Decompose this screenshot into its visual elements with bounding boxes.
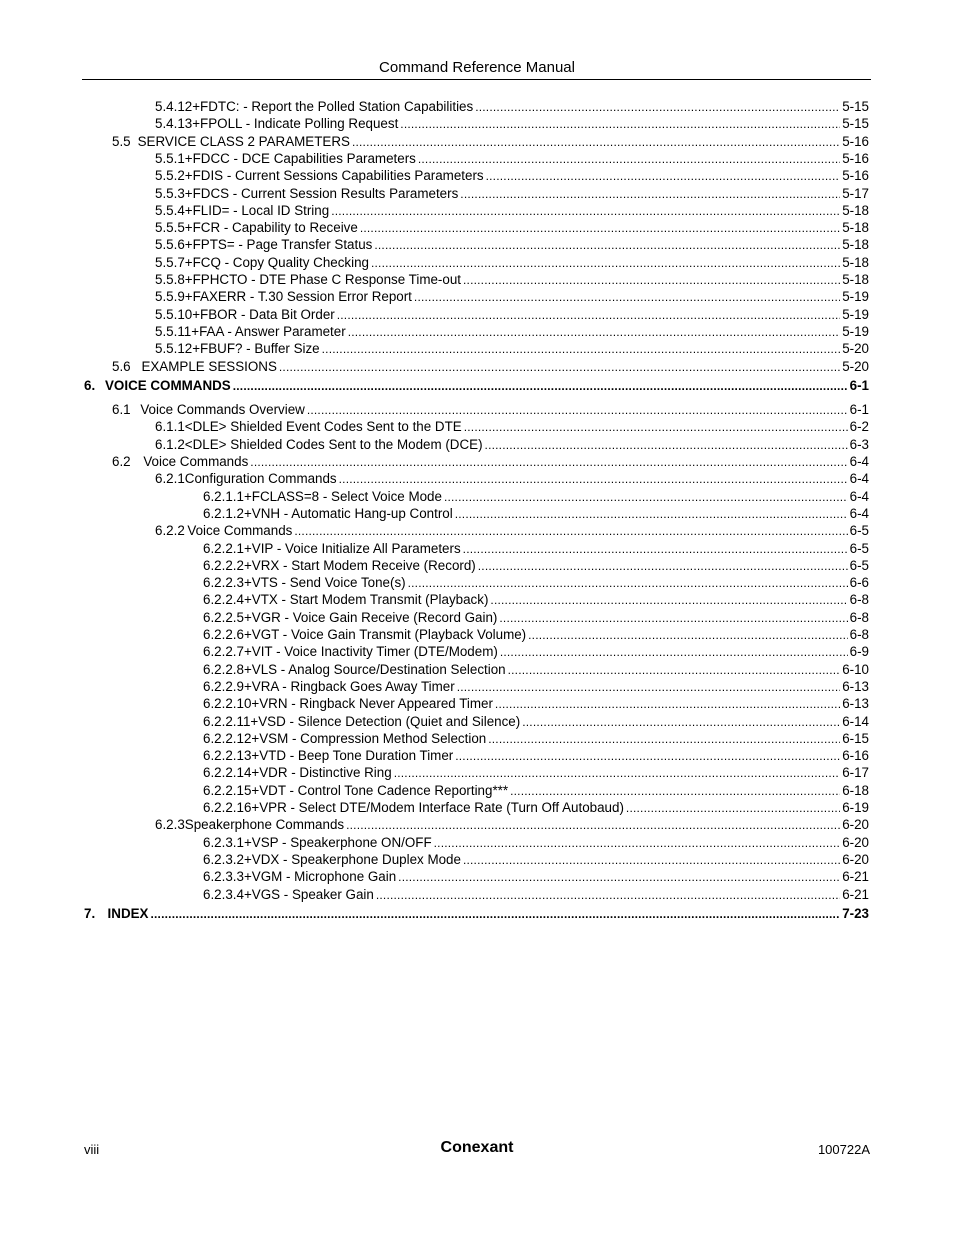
toc-dot-leader bbox=[626, 799, 840, 817]
toc-entry-title: +FDTC: - Report the Polled Station Capabilities bbox=[192, 99, 474, 114]
toc-entry-number: 6.2.2.2 bbox=[203, 557, 244, 573]
toc-entry-title: +VSP - Speakerphone ON/OFF bbox=[243, 834, 432, 850]
toc-entry-page: 6-8 bbox=[849, 609, 869, 625]
toc-entry[interactable] bbox=[203, 591, 869, 609]
toc-entry[interactable] bbox=[203, 574, 869, 592]
toc-entry-number: 6.2.1.1 bbox=[203, 488, 244, 504]
toc-dot-leader bbox=[346, 816, 840, 834]
toc-entry-title: +VIP - Voice Initialize All Parameters bbox=[243, 540, 461, 556]
toc-entry-number: 6.2.2.15 bbox=[203, 782, 252, 798]
toc-entry[interactable] bbox=[155, 470, 869, 488]
toc-dot-leader bbox=[394, 764, 841, 782]
toc-dot-leader bbox=[233, 377, 848, 395]
toc-dot-leader bbox=[322, 340, 841, 358]
toc-entry-page: 6-14 bbox=[842, 713, 869, 729]
toc-entry-number: 6.2 bbox=[112, 454, 131, 469]
toc-entry-title: +VGT - Voice Gain Transmit (Playback Volume) bbox=[243, 627, 527, 642]
toc-entry[interactable] bbox=[203, 886, 869, 904]
toc-entry-title: +FBUF? - Buffer Size bbox=[192, 341, 320, 357]
toc-entry-number: 6.2.2.7 bbox=[203, 644, 244, 660]
toc-dot-leader bbox=[307, 401, 848, 419]
toc-entry[interactable] bbox=[155, 167, 869, 185]
toc-dot-leader bbox=[414, 288, 840, 306]
toc-entry-number: 6.2.2.12 bbox=[203, 730, 252, 746]
toc-entry-title: VOICE COMMANDS bbox=[105, 378, 231, 394]
toc-entry-page: 6-6 bbox=[849, 575, 869, 591]
toc-entry-page: 6-20 bbox=[842, 817, 869, 833]
toc-dot-leader bbox=[455, 747, 840, 765]
toc-entry-title: +VGS - Speaker Gain bbox=[243, 886, 374, 902]
toc-entry-page: 6-8 bbox=[849, 627, 869, 642]
toc-dot-leader bbox=[408, 574, 848, 592]
toc-entry-number: 6.1 bbox=[112, 402, 131, 418]
toc-entry-title: +FDCC - DCE Capabilities Parameters bbox=[184, 150, 416, 166]
toc-dot-leader bbox=[337, 306, 840, 324]
toc-entry[interactable] bbox=[155, 436, 869, 454]
toc-entry-page: 6-21 bbox=[842, 886, 869, 902]
toc-entry-number: 6.1.2 bbox=[155, 436, 185, 452]
toc-entry-title: <DLE> Shielded Event Codes Sent to the DTE bbox=[184, 419, 462, 435]
toc-entry-title: +VLS - Analog Source/Destination Selection bbox=[243, 661, 506, 677]
toc-dot-leader bbox=[294, 522, 847, 540]
toc-entry[interactable] bbox=[203, 661, 869, 679]
toc-entry-number: 6.2.3.3 bbox=[203, 869, 244, 885]
toc-dot-leader bbox=[400, 115, 840, 133]
toc-entry-number: 6.2.3.2 bbox=[203, 851, 244, 867]
toc-dot-leader bbox=[463, 851, 840, 869]
toc-entry-page: 7-23 bbox=[842, 906, 869, 922]
toc-dot-leader bbox=[475, 98, 840, 116]
toc-entry-title: +VPR - Select DTE/Modem Interface Rate (Turn Off Autobaud) bbox=[251, 800, 624, 815]
toc-entry-number: 6.2.2.10 bbox=[203, 696, 252, 712]
toc-entry-number: 6.2.2.5 bbox=[203, 609, 244, 625]
toc-entry[interactable] bbox=[203, 764, 869, 782]
toc-entry-page: 5-18 bbox=[842, 202, 869, 218]
toc-entry[interactable] bbox=[155, 271, 869, 289]
toc-entry-page: 5-19 bbox=[842, 323, 869, 339]
toc-entry[interactable] bbox=[155, 150, 869, 168]
toc-entry-title: +FDIS - Current Sessions Capabilities Parameters bbox=[184, 168, 484, 184]
toc-entry-title: +FCLASS=8 - Select Voice Mode bbox=[243, 488, 442, 504]
toc-entry-page: 6-13 bbox=[842, 696, 869, 712]
toc-entry-number: 6.1.1 bbox=[155, 419, 185, 435]
toc-entry-number: 6.2.2.14 bbox=[203, 765, 252, 781]
toc-entry-page: 5-20 bbox=[842, 341, 869, 357]
toc-entry-number: 6.2.2.13 bbox=[203, 748, 252, 764]
toc-entry[interactable] bbox=[112, 453, 869, 471]
toc-entry[interactable] bbox=[203, 505, 869, 523]
toc-dot-leader bbox=[478, 557, 848, 575]
toc-entry-page: 6-8 bbox=[849, 592, 869, 608]
toc-entry-title: +FPHCTO - DTE Phase C Response Time-out bbox=[184, 272, 462, 287]
toc-entry-title: +VTS - Send Voice Tone(s) bbox=[243, 575, 406, 591]
toc-entry[interactable] bbox=[155, 816, 869, 834]
toc-dot-leader bbox=[376, 886, 840, 904]
toc-dot-leader bbox=[371, 254, 840, 272]
toc-entry[interactable] bbox=[155, 202, 869, 220]
toc-dot-leader bbox=[508, 661, 841, 679]
toc-entry-title: <DLE> Shielded Codes Sent to the Modem (DCE) bbox=[184, 436, 483, 452]
toc-dot-leader bbox=[352, 133, 840, 151]
toc-entry-page: 5-17 bbox=[842, 185, 869, 201]
toc-dot-leader bbox=[250, 453, 847, 471]
toc-entry[interactable] bbox=[112, 358, 869, 376]
toc-entry-number: 6.2.3.4 bbox=[203, 886, 244, 902]
toc-entry[interactable] bbox=[155, 418, 869, 436]
toc-dot-leader bbox=[457, 678, 840, 696]
toc-entry-title: +VIT - Voice Inactivity Timer (DTE/Modem) bbox=[243, 644, 498, 660]
toc-dot-leader bbox=[460, 185, 840, 203]
toc-entry-page: 6-10 bbox=[842, 661, 869, 677]
toc-entry-number: 6.2.2 bbox=[155, 523, 185, 539]
toc-entry[interactable] bbox=[203, 678, 869, 696]
toc-entry-number: 6.2.2.4 bbox=[203, 592, 244, 608]
toc-entry-number: 6.2.1.2 bbox=[203, 505, 244, 521]
toc-entry-title: +FBOR - Data Bit Order bbox=[192, 306, 335, 322]
toc-entry-title: EXAMPLE SESSIONS bbox=[141, 358, 277, 374]
toc-entry-page: 5-18 bbox=[842, 254, 869, 270]
toc-entry-page: 5-15 bbox=[842, 116, 869, 132]
toc-entry-number: 5.4.13 bbox=[155, 116, 193, 132]
toc-dot-leader bbox=[485, 436, 848, 454]
toc-dot-leader bbox=[360, 219, 840, 237]
toc-entry-title: +VSM - Compression Method Selection bbox=[251, 730, 487, 746]
toc-entry-title: +FPTS= - Page Transfer Status bbox=[184, 237, 373, 253]
toc-entry-number: 5.5.11 bbox=[155, 323, 192, 339]
toc-entry[interactable] bbox=[203, 540, 869, 558]
toc-entry-title: +VRX - Start Modem Receive (Record) bbox=[243, 557, 476, 573]
toc-entry[interactable] bbox=[203, 557, 869, 575]
toc-entry-number: 5.5.9 bbox=[155, 289, 185, 305]
toc-entry-page: 6-16 bbox=[842, 748, 869, 764]
toc-entry-number: 5.5.2 bbox=[155, 168, 185, 184]
toc-dot-leader bbox=[455, 505, 848, 523]
toc-entry[interactable] bbox=[155, 185, 869, 203]
toc-entry[interactable] bbox=[203, 695, 869, 713]
toc-dot-leader bbox=[490, 591, 847, 609]
toc-dot-leader bbox=[418, 150, 840, 168]
toc-dot-leader bbox=[499, 609, 847, 627]
toc-entry[interactable] bbox=[112, 401, 869, 419]
toc-entry[interactable] bbox=[203, 488, 869, 506]
toc-entry-page: 6-4 bbox=[849, 471, 869, 487]
toc-entry[interactable] bbox=[155, 323, 869, 341]
toc-entry-title: +FCR - Capability to Receive bbox=[184, 220, 358, 236]
toc-entry-title: +FDCS - Current Session Results Parameters bbox=[184, 185, 459, 201]
toc-entry[interactable] bbox=[203, 834, 869, 852]
footer-page-number: viii bbox=[84, 1142, 100, 1157]
toc-entry[interactable] bbox=[203, 626, 869, 644]
toc-entry-number: 5.5.4 bbox=[155, 202, 185, 218]
toc-entry-title: Speakerphone Commands bbox=[184, 817, 345, 833]
toc-entry-title: +VRN - Ringback Never Appeared Timer bbox=[251, 696, 493, 712]
toc-entry-title: +FAXERR - T.30 Session Error Report bbox=[184, 289, 412, 305]
toc-entry-title: +VDT - Control Tone Cadence Reporting*** bbox=[251, 782, 509, 798]
toc-entry-page: 6-5 bbox=[849, 523, 869, 539]
toc-entry-title: +VDX - Speakerphone Duplex Mode bbox=[243, 851, 461, 867]
toc-entry-number: 6.2.2.16 bbox=[203, 800, 252, 815]
toc-entry[interactable] bbox=[84, 377, 869, 395]
toc-entry-title: +VGM - Microphone Gain bbox=[243, 869, 397, 885]
toc-entry-number: 5.5.10 bbox=[155, 306, 193, 322]
toc-entry-number: 5.4.12 bbox=[155, 99, 193, 114]
toc-entry-title: +FLID= - Local ID String bbox=[184, 202, 330, 218]
toc-entry-page: 5-19 bbox=[842, 306, 869, 322]
toc-entry-page: 6-4 bbox=[849, 454, 869, 469]
toc-entry-page: 6-13 bbox=[842, 678, 869, 694]
toc-entry[interactable] bbox=[203, 747, 869, 765]
toc-entry-title: +FAA - Answer Parameter bbox=[191, 323, 346, 339]
toc-entry-number: 6.2.2.3 bbox=[203, 575, 244, 591]
toc-entry[interactable] bbox=[155, 306, 869, 324]
toc-entry[interactable] bbox=[155, 219, 869, 237]
page-header-title: Command Reference Manual bbox=[379, 59, 575, 76]
toc-entry-page: 6-17 bbox=[842, 765, 869, 781]
toc-entry-number: 5.5 bbox=[112, 133, 131, 149]
toc-entry-page: 5-18 bbox=[842, 237, 869, 253]
toc-entry-page: 6-2 bbox=[849, 419, 869, 435]
toc-entry-title: +VSD - Silence Detection (Quiet and Silence) bbox=[250, 713, 521, 729]
toc-entry-number: 6. bbox=[84, 378, 96, 394]
toc-entry-page: 5-15 bbox=[842, 99, 869, 114]
toc-entry-title: +VRA - Ringback Goes Away Timer bbox=[243, 678, 455, 694]
toc-dot-leader bbox=[463, 271, 840, 289]
toc-dot-leader bbox=[444, 488, 848, 506]
toc-entry-title: SERVICE CLASS 2 PARAMETERS bbox=[137, 133, 350, 149]
toc-entry-title: INDEX bbox=[107, 906, 149, 922]
toc-dot-leader bbox=[348, 323, 841, 341]
toc-dot-leader bbox=[374, 236, 840, 254]
toc-entry-number: 6.2.2.1 bbox=[203, 540, 244, 556]
toc-entry-page: 5-19 bbox=[842, 289, 869, 305]
toc-entry-number: 6.2.2.6 bbox=[203, 627, 244, 642]
toc-entry-page: 6-4 bbox=[849, 488, 869, 504]
toc-entry-number: 6.2.1 bbox=[155, 471, 185, 487]
toc-entry-number: 6.2.2.8 bbox=[203, 661, 244, 677]
toc-dot-leader bbox=[463, 540, 848, 558]
toc-entry-page: 6-15 bbox=[842, 730, 869, 746]
toc-entry-page: 6-4 bbox=[849, 505, 869, 521]
toc-entry-number: 6.2.2.9 bbox=[203, 678, 244, 694]
toc-dot-leader bbox=[522, 713, 840, 731]
toc-entry[interactable] bbox=[155, 340, 869, 358]
toc-entry[interactable] bbox=[203, 713, 869, 731]
toc-dot-leader bbox=[486, 167, 841, 185]
toc-entry-title: +VNH - Automatic Hang-up Control bbox=[243, 505, 453, 521]
toc-dot-leader bbox=[528, 626, 848, 644]
toc-entry[interactable] bbox=[155, 522, 869, 540]
toc-entry[interactable] bbox=[203, 799, 869, 817]
toc-entry-number: 6.2.3 bbox=[155, 817, 185, 833]
toc-dot-leader bbox=[331, 202, 840, 220]
toc-entry-number: 5.5.5 bbox=[155, 220, 185, 236]
toc-entry[interactable] bbox=[155, 98, 869, 116]
toc-entry-page: 5-16 bbox=[842, 150, 869, 166]
toc-dot-leader bbox=[495, 695, 840, 713]
toc-entry-page: 6-20 bbox=[842, 834, 869, 850]
toc-dot-leader bbox=[488, 730, 840, 748]
toc-entry[interactable] bbox=[203, 609, 869, 627]
toc-dot-leader bbox=[398, 868, 840, 886]
toc-entry[interactable] bbox=[203, 782, 869, 800]
toc-dot-leader bbox=[510, 782, 840, 800]
toc-entry-number: 7. bbox=[84, 906, 96, 922]
toc-entry-page: 6-5 bbox=[849, 557, 869, 573]
toc-entry-number: 6.2.2.11 bbox=[203, 713, 251, 729]
footer-brand: Conexant bbox=[440, 1139, 514, 1156]
toc-entry[interactable] bbox=[155, 288, 869, 306]
toc-dot-leader bbox=[339, 470, 848, 488]
toc-entry-page: 6-1 bbox=[849, 378, 869, 394]
toc-entry-title: Configuration Commands bbox=[184, 471, 337, 487]
toc-entry[interactable] bbox=[203, 730, 869, 748]
header-divider bbox=[82, 79, 871, 80]
toc-entry[interactable] bbox=[155, 254, 869, 272]
toc-dot-leader bbox=[434, 834, 841, 852]
toc-entry[interactable] bbox=[155, 115, 869, 133]
toc-entry-title: Voice Commands bbox=[187, 523, 293, 539]
toc-entry-number: 5.5.7 bbox=[155, 254, 185, 270]
toc-entry-number: 5.5.3 bbox=[155, 185, 185, 201]
toc-entry[interactable] bbox=[203, 868, 869, 886]
toc-entry-number: 5.5.12 bbox=[155, 341, 193, 357]
toc-entry-title: +VTD - Beep Tone Duration Timer bbox=[251, 748, 454, 764]
toc-entry-title: Voice Commands bbox=[143, 454, 249, 469]
toc-dot-leader bbox=[150, 905, 840, 923]
toc-dot-leader bbox=[500, 643, 848, 661]
toc-entry[interactable] bbox=[155, 236, 869, 254]
toc-entry-number: 5.5.6 bbox=[155, 237, 185, 253]
toc-entry-page: 6-3 bbox=[849, 436, 869, 452]
toc-entry-page: 5-20 bbox=[842, 358, 869, 374]
toc-entry-page: 5-16 bbox=[842, 133, 869, 149]
toc-entry-title: Voice Commands Overview bbox=[140, 402, 305, 418]
toc-entry-title: +FPOLL - Indicate Polling Request bbox=[192, 116, 399, 132]
toc-entry[interactable] bbox=[203, 851, 869, 869]
toc-entry-number: 6.2.3.1 bbox=[203, 834, 244, 850]
toc-entry-number: 5.5.1 bbox=[155, 150, 185, 166]
footer-doc-number: 100722A bbox=[817, 1142, 870, 1157]
toc-entry-number: 5.5.8 bbox=[155, 272, 185, 287]
toc-entry[interactable] bbox=[84, 905, 869, 923]
toc-entry-page: 5-18 bbox=[842, 220, 869, 236]
toc-entry-number: 5.6 bbox=[112, 358, 131, 374]
toc-entry-page: 6-21 bbox=[842, 869, 869, 885]
toc-entry-title: +VTX - Start Modem Transmit (Playback) bbox=[243, 592, 489, 608]
toc-entry[interactable] bbox=[112, 133, 869, 151]
toc-dot-leader bbox=[464, 418, 848, 436]
toc-entry-title: +FCQ - Copy Quality Checking bbox=[184, 254, 369, 270]
toc-entry-page: 6-19 bbox=[842, 800, 869, 815]
toc-entry[interactable] bbox=[203, 643, 869, 661]
toc-entry-page: 6-9 bbox=[849, 644, 869, 660]
toc-entry-page: 6-20 bbox=[842, 851, 869, 867]
toc-entry-title: +VGR - Voice Gain Receive (Record Gain) bbox=[243, 609, 498, 625]
toc-entry-page: 6-1 bbox=[849, 402, 869, 418]
toc-entry-page: 5-18 bbox=[842, 272, 869, 287]
toc-entry-page: 6-18 bbox=[842, 782, 869, 798]
toc-entry-page: 5-16 bbox=[842, 168, 869, 184]
toc-entry-title: +VDR - Distinctive Ring bbox=[251, 765, 392, 781]
toc-entry-page: 6-5 bbox=[849, 540, 869, 556]
toc-dot-leader bbox=[279, 358, 840, 376]
